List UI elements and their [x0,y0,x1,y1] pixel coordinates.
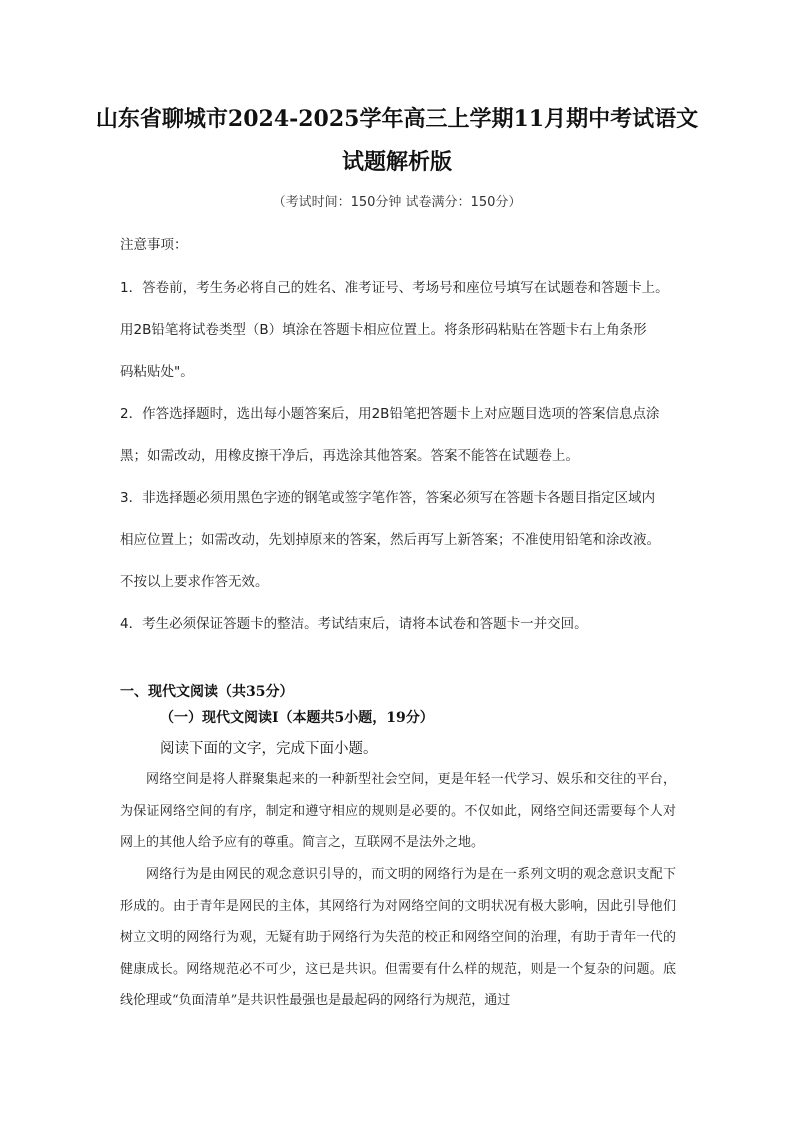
notice-line: 1．答卷前，考生务必将自己的姓名、准考证号、考场号和座位号填写在试题卷和答题卡上。 [120,280,669,296]
notice-line: 相应位置上；如需改动，先划掉原来的答案，然后再写上新答案；不准使用铅笔和涂改液。 [120,532,660,548]
subsection-title: （一）现代文阅读Ⅰ（本题共5小题，19分） [160,710,434,726]
passage-paragraph: 网络空间是将人群聚集起来的一种新型社会空间，更是年轻一代学习、娱乐和交往的平台，为保证网络空间的有序，制定和遵守相应的规则是必要的。不仅如此，网络空间还需要每个人对网上的其他人给予应有的尊重。简言之，互联网不是法外之地。 [120,772,676,850]
notice-line: 4．考生必须保证答题卡的整洁。考试结束后，请将本试卷和答题卡一并交回。 [120,616,588,632]
notice-line: 用2B铅笔将试卷类型（B）填涂在答题卡相应位置上。将条形码粘贴在答题卡右上角条形 [120,322,647,338]
notice-line: 2．作答选择题时，选出每小题答案后，用2B铅笔把答题卡上对应题目选项的答案信息点涂 [120,406,660,422]
document-title-line-2: 试题解析版 [341,149,452,175]
notice-line: 3．非选择题必须用黑色字迹的钢笔或签字笔作答，答案必须写在答题卡各题目指定区域内 [120,490,656,506]
notice-line: 码粘贴处"。 [120,364,194,380]
exam-info: （考试时间：150分钟 试卷满分：150分） [272,195,522,210]
section-title: 一、现代文阅读（共35分） [120,684,294,700]
notice-heading: 注意事项： [120,237,188,253]
notice-line: 不按以上要求作答无效。 [120,574,269,590]
passage-paragraph: 网络行为是由网民的观念意识引导的，而文明的网络行为是在一系列文明的观念意识支配下形成的。由于青年是网民的主体，其网络行为对网络空间的文明状况有极大影响，因此引导他们树立文明的网络行为观，无疑有助于网络行为失范的校正和网络空间的治理，有助于青年一代的健康成长。网络规范必不可少，这已是共识。但需要有什么样的规范，则是一个复杂的问题。底线伦理或“负面清单”是共识性最强也是最起码的网络行为规范，通过 [120,867,676,1008]
reading-instruction: 阅读下面的文字，完成下面小题。 [160,741,378,757]
notice-line: 黑；如需改动，用橡皮擦干净后，再选涂其他答案。答案不能答在试题卷上。 [120,448,579,464]
document-title-line-1: 山东省聊城市2024-2025学年高三上学期11月期中考试语文 [95,106,699,132]
